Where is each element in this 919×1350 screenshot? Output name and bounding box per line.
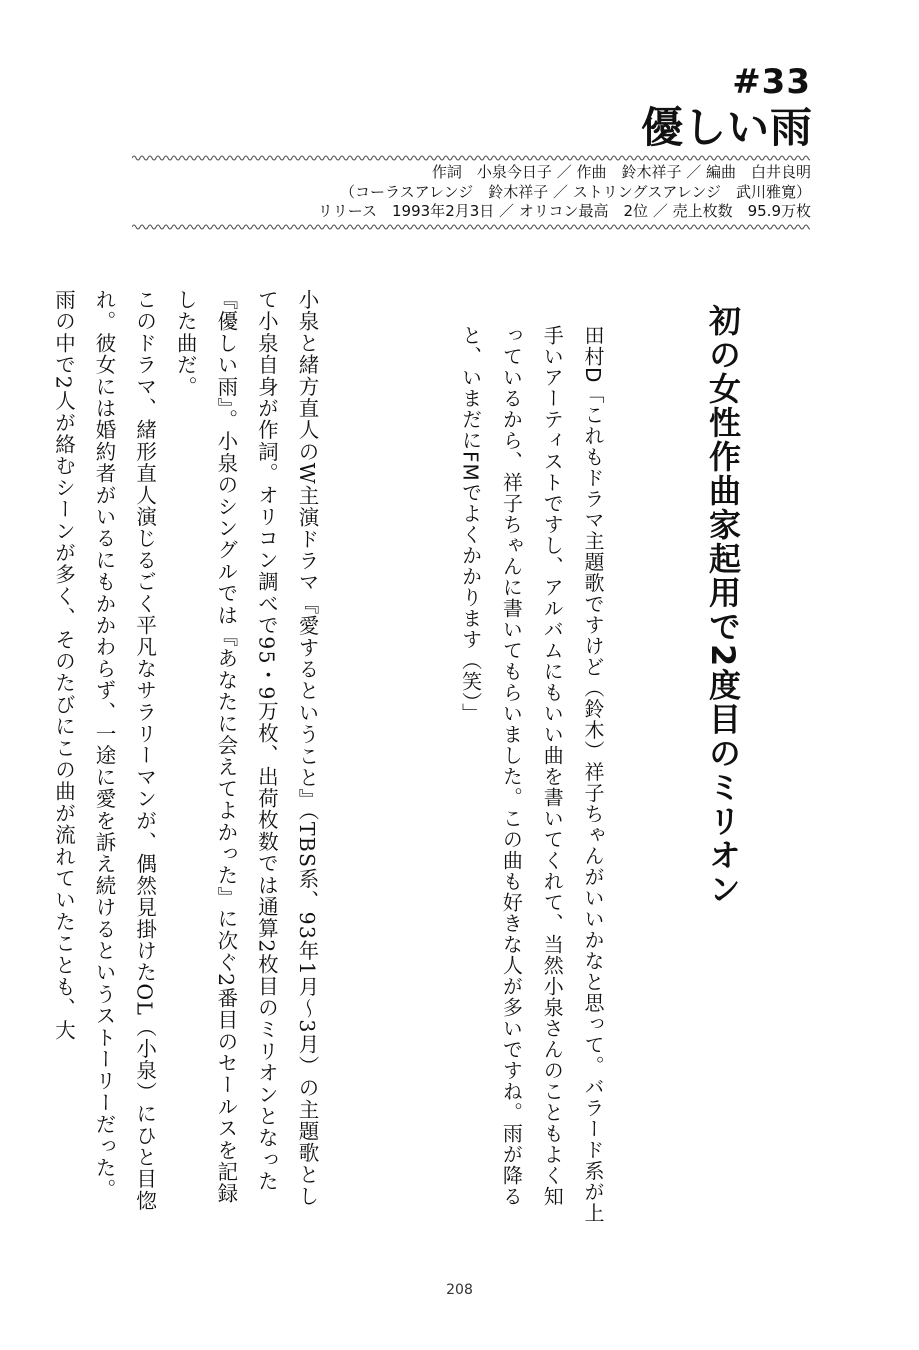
body-paragraph: 小泉と緒方直人のW主演ドラマ『愛するということ』（TBS系、93年1月〜3月）の主題歌として小泉自身が作詞。オリコン調べで95・9万枚、出荷枚数では通算2枚目のミリオンとなった『優しい雨』。小泉のシングルでは『あなたに会えてよかった』に次ぐ2番目のセールスを記録した曲だ。 bbox=[173, 288, 319, 1207]
interview-quote: 田村D「これもドラマ主題歌ですけど（鈴木）祥子ちゃんがいいかなと思って。バラード系が上手いアーティストですし、アルバムにもいい曲を書いてくれて、当然小泉さんのこともよく知っているから、祥子ちゃんに書いてもらいました。この曲も好きな人が多いですね。雨が降ると、いまだにFMでよくかかります（笑）」 bbox=[458, 325, 605, 1224]
song-credits bbox=[318, 163, 811, 222]
credits-arrangers: （コーラスアレンジ 鈴木祥子 ／ ストリングスアレンジ 武川雅寛） bbox=[340, 182, 811, 201]
page-number: 208 bbox=[446, 1282, 473, 1298]
song-number: #33 bbox=[732, 62, 811, 102]
credits-release: リリース 1993年2月3日 ／ オリコン最高 2位 ／ 売上枚数 95.9万枚 bbox=[317, 202, 811, 220]
wavy-divider-top bbox=[132, 153, 810, 163]
body-paragraph: このドラマ、緒形直人演じるごく平凡なサラリーマンが、偶然見掛けたOL（小泉）にひと目惚れ。彼女には婚約者がいるにもかかわらず、一途に愛を訴え続けるというストーリーだった。雨の中で2人が絡むシーンが多く、そのたびにこの曲が流れていたことも、大 bbox=[51, 288, 157, 1212]
section-headline: 初の女性作曲家起用で2度目のミリオン bbox=[704, 304, 742, 907]
song-title: 優しい雨 bbox=[640, 103, 813, 152]
wavy-divider-bottom bbox=[132, 222, 810, 232]
credits-writers: 作詞 小泉今日子 ／ 作曲 鈴木祥子 ／ 編曲 白井良明 bbox=[431, 163, 811, 181]
body-text bbox=[43, 268, 327, 1218]
